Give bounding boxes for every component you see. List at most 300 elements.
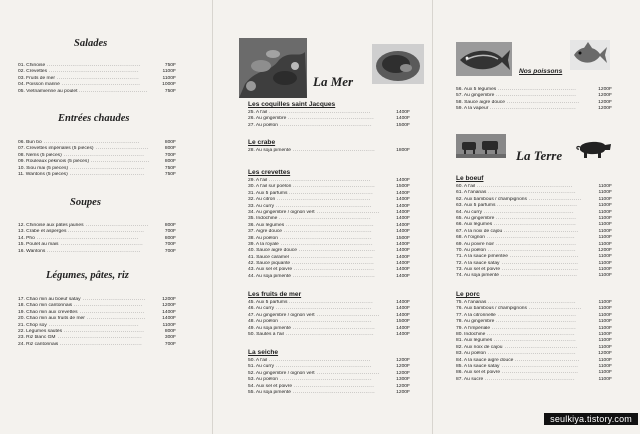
dot-leader: ............................................ <box>490 106 577 112</box>
menu-item-price: 1400F <box>396 306 410 312</box>
menu-item-price: 1400F <box>396 178 410 183</box>
dot-leader: .......................................... <box>293 184 376 190</box>
menu-item-price: 1100F <box>598 196 612 202</box>
legumes-list <box>18 297 176 348</box>
menu-item-name: 24. Riz cantonnais <box>18 341 59 347</box>
menu-item-name: 63. Aux 5 parfums <box>456 203 496 209</box>
menu-item-price: 800F <box>164 328 176 334</box>
menu-item-price: 1400F <box>396 273 410 279</box>
menu-item <box>248 148 410 154</box>
dot-leader: ............................................... <box>280 122 373 128</box>
menu-item-name: 59. A la vapeur <box>456 106 489 112</box>
menu-item-price: 1400F <box>396 331 410 337</box>
menu-item-price: 1400F <box>396 267 410 273</box>
menu-item-price: 1200F <box>396 389 410 395</box>
dot-leader: ............................................... <box>280 319 373 325</box>
menu-item-name: 50. A l'ail <box>248 358 268 363</box>
menu-item-name: 79. A l'impériale <box>456 325 491 331</box>
menu-item-name: 42. Sauce piquante <box>248 261 291 267</box>
menu-item-name: 67. A la noix de cajou <box>456 228 503 234</box>
menu-item-price: 1100F <box>598 254 612 260</box>
dot-leader: ............................................. <box>286 331 375 337</box>
menu-item <box>248 123 410 129</box>
menu-item-price: 1400F <box>396 229 410 235</box>
dot-leader: ............................................. <box>286 222 375 228</box>
menu-item-name: 62. Aux bambous / champignons <box>456 196 527 202</box>
dot-leader: ......................................... <box>64 152 145 158</box>
menu-item-name: 44. Au soja pimenté <box>248 273 291 279</box>
menu-item-name: 41. Sauce caramel <box>248 254 289 260</box>
fish-drawing <box>570 40 610 70</box>
menu-item-price: 1200F <box>598 99 612 105</box>
dot-leader: .......................................... <box>494 338 577 344</box>
dot-leader: ....................................... <box>501 273 578 279</box>
entrees-title: Entrées chaudes <box>58 113 130 124</box>
menu-item-name: 06. Bun bo <box>18 140 42 145</box>
menu-item-price: 1100F <box>598 203 612 209</box>
dot-leader: ............................................. <box>488 300 577 305</box>
menu-item-price: 1100F <box>598 325 612 331</box>
crabe-subtitle: Le crabe <box>248 139 276 146</box>
dot-leader: ............................................... <box>280 235 373 241</box>
menu-item-name: 01. Chinoise <box>18 63 46 68</box>
menu-item-name: 55. Au soja pimenté <box>248 389 291 395</box>
menu-item-name: 29. A l'ail <box>248 178 268 183</box>
dot-leader: ................................ <box>86 223 149 228</box>
menu-item-price: 1100F <box>598 209 612 215</box>
menu-item-price: 1100F <box>598 306 612 312</box>
menu-item-name: 23. Riz blanc GM <box>18 335 56 341</box>
dot-leader: ............................................... <box>280 377 373 383</box>
menu-item-price: 1400F <box>396 254 410 260</box>
entrees-list <box>18 140 176 178</box>
menu-item-price: 1500F <box>396 122 410 128</box>
menu-item-price: 300F <box>164 335 176 341</box>
menu-item-name: 50. Sautés à l'ail <box>248 331 284 337</box>
dot-leader: .......................................... <box>293 325 376 331</box>
menu-item-name: 20. Chao min aux fruits de mer <box>18 316 85 322</box>
menu-item-name: 73. Aux sel et poivre <box>456 267 501 273</box>
menu-column-starters <box>0 0 212 434</box>
menu-item-name: 36. Aux légumes <box>248 222 285 228</box>
menu-item-price: 1400F <box>396 197 410 203</box>
menu-item-price: 1400F <box>396 222 410 228</box>
menu-item-name: 25. A l'ail <box>248 110 268 115</box>
menu-item-name: 49. Au soja pimenté <box>248 325 291 331</box>
dot-leader: ......................................... <box>294 267 375 273</box>
dot-leader: ............................................. <box>487 331 576 337</box>
menu-item-name: 65. Au gingembre <box>456 215 495 221</box>
menu-item-price: 1400F <box>396 241 410 247</box>
menu-item-name: 21. Chop soy <box>18 322 47 328</box>
menu-item-price: 1100F <box>598 319 612 325</box>
menu-item-price: 1100F <box>598 300 612 305</box>
coquilles-subtitle: Les coquilles saint Jacques <box>248 101 336 108</box>
menu-item-name: 18. Chao min cantonnais <box>18 303 73 309</box>
menu-item-price: 1500F <box>396 184 410 190</box>
salades-list <box>18 63 176 95</box>
dot-leader: ............................................. <box>488 190 577 196</box>
boeuf-list <box>456 184 612 280</box>
dot-leader: ......................................... <box>496 93 577 99</box>
menu-item-name: 78. Au gingembre <box>456 319 495 325</box>
menu-item-price: 1100F <box>598 331 612 337</box>
menu-item-price: 800F <box>164 146 176 152</box>
dot-leader: ........................................ <box>62 82 141 88</box>
menu-item-price: 1100F <box>162 75 176 81</box>
menu-item-name: 34. Au gingembre / oignon vert <box>248 209 315 215</box>
nos-poissons-title: Nos poissons <box>519 68 563 75</box>
menu-item-name: 17. Chao min au boeuf satay <box>18 297 81 302</box>
dot-leader: .............................. <box>91 159 150 165</box>
dot-leader: ....................................... <box>502 363 579 369</box>
dot-leader: ........................... <box>96 146 149 152</box>
dot-leader: .................................................... <box>269 178 371 183</box>
crabe-list <box>248 148 410 154</box>
menu-item-price: 1100F <box>598 267 612 273</box>
poissons-list <box>456 87 612 113</box>
dot-leader: ..................................... <box>507 99 580 105</box>
menu-item-name: 13. Crabe et asperges <box>18 229 67 235</box>
menu-item-price: 1100F <box>598 190 612 196</box>
dot-leader: .............................................. <box>49 322 140 328</box>
menu-item-price: 1200F <box>162 303 176 309</box>
menu-item-name: 85. A la sauce satay <box>456 363 500 369</box>
menu-item-name: 07. Crevettes impériales (5 pièces) <box>18 146 94 152</box>
legumes-title: Légumes, pâtes, riz <box>46 270 129 281</box>
menu-item-name: 51. Au curry <box>248 364 275 370</box>
menu-item-price: 1400F <box>396 110 410 115</box>
menu-item-name: 77. A la citronnelle <box>456 312 496 318</box>
dot-leader: ................................... <box>510 254 579 260</box>
menu-item-name: 61. A l'ananas <box>456 190 487 196</box>
menu-item-price: 1100F <box>598 228 612 234</box>
dot-leader: .............................................. <box>484 209 575 215</box>
dot-leader: ......................................... <box>497 203 578 209</box>
menu-item-price: 1400F <box>396 190 410 196</box>
dot-leader: ....................................... <box>68 229 145 235</box>
menu-item-price: 1100F <box>598 215 612 221</box>
menu-item-price: 1200F <box>396 383 410 389</box>
dot-leader: ................................................ <box>47 63 142 68</box>
menu-item-price: 1400F <box>162 309 176 315</box>
dot-leader: ......................................... <box>294 383 375 389</box>
seafood-platter-photo <box>239 38 307 98</box>
menu-item-name: 48. Au poêlon <box>248 319 278 325</box>
menu-item-name: 19. Chao min aux crevettes <box>18 309 78 315</box>
dot-leader: ............................................. <box>488 247 577 253</box>
dot-leader: ................................. <box>80 309 145 315</box>
dot-leader: .......................................... <box>293 273 376 279</box>
dot-leader: .................................................... <box>269 110 371 115</box>
menu-item-price: 1200F <box>598 106 612 112</box>
menu-item-name: 22. Légumes sautés <box>18 328 63 334</box>
dot-leader: .......................................... <box>292 261 375 267</box>
menu-column-sea <box>212 0 432 434</box>
menu-item <box>248 332 410 338</box>
dot-leader: .......................................... <box>61 242 144 248</box>
dot-leader: ................................... <box>74 303 143 309</box>
menu-item-price: 1200F <box>162 297 176 302</box>
dot-leader: ........................................ <box>498 87 577 92</box>
dot-leader: .......................................... <box>293 148 376 153</box>
dot-leader: ............................................. <box>284 229 373 235</box>
menu-item-name: 32. Au citron <box>248 197 276 203</box>
menu-item-price: 1500F <box>396 319 410 325</box>
menu-item-name: 60. A l'ail <box>456 184 476 189</box>
fish-photo <box>456 42 512 76</box>
menu-item-name: 05. Vietnamienne au poulet <box>18 88 78 94</box>
menu-item-price: 1100F <box>598 344 612 350</box>
dot-leader: ........................................... <box>289 300 374 305</box>
menu-item-name: 84. A la sauce aigre douce <box>456 357 514 363</box>
coquilles-list <box>248 110 410 129</box>
menu-item-price: 1100F <box>598 260 612 266</box>
porc-list <box>456 300 612 383</box>
menu-item-name: 08. Nems (5 pièces) <box>18 152 62 158</box>
menu-item-name: 14. Pho <box>18 235 35 241</box>
menu-item-price: 1100F <box>598 338 612 344</box>
menu-item-name: 76. Aux bambous / champignons <box>456 306 527 312</box>
salades-title: Salades <box>74 38 108 49</box>
menu-item <box>18 89 176 95</box>
soupes-list <box>18 223 176 255</box>
menu-item-price: 800F <box>164 235 176 241</box>
menu-item-name: 09. Rouleaux pékinois (5 pièces) <box>18 159 89 165</box>
menu-item-name: 38. Au poêlon <box>248 235 278 241</box>
dot-leader: ....................................... <box>502 260 579 266</box>
menu-item <box>248 390 410 396</box>
boeuf-subtitle: Le boeuf <box>456 175 484 182</box>
menu-item-price: 800F <box>164 159 176 165</box>
dot-leader: ................................ <box>317 370 380 376</box>
menu-item-name: 46. Au curry <box>248 306 275 312</box>
menu-item-price: 700F <box>164 229 176 235</box>
dot-leader: ....................................... <box>502 370 579 376</box>
menu-item-price: 1400F <box>396 216 410 222</box>
menu-item-name: 37. Aigre douce <box>248 229 282 235</box>
menu-item <box>456 273 612 279</box>
menu-item-price: 1200F <box>396 370 410 376</box>
menu-item-price: 750F <box>164 171 176 177</box>
dot-leader: ............................................. <box>487 235 576 241</box>
menu-item-price: 1300F <box>396 377 410 383</box>
cattle-photo <box>456 134 506 158</box>
menu-item-name: 74. Au soja pimenté <box>456 273 499 279</box>
menu-item-name: 58. Sauce aigre douce <box>456 99 505 105</box>
menu-item-name: 66. Aux légumes <box>456 222 493 228</box>
dot-leader: ............................................. <box>488 351 577 357</box>
dot-leader: .................................................... <box>269 358 371 363</box>
dot-leader: ................................................. <box>44 140 140 145</box>
menu-item-price: 1100F <box>598 222 612 228</box>
dot-leader: ................................................ <box>47 248 142 254</box>
menu-item-price: 1200F <box>598 247 612 253</box>
dot-leader: .......................................... <box>293 389 376 395</box>
watermark-label: seulkiya.tistory.com <box>544 413 638 425</box>
soupes-title: Soupes <box>70 197 101 208</box>
menu-item-name: 39. A la royale <box>248 241 279 247</box>
dot-leader: ......................................... <box>496 241 577 247</box>
menu-item-price: 1400F <box>396 325 410 331</box>
menu-item-name: 69. Au poivre noir <box>456 241 495 247</box>
menu-item-name: 86. Aux sel et poivre <box>456 370 501 376</box>
dot-leader: ........................... <box>529 306 582 312</box>
menu-item-price: 1400F <box>396 209 410 215</box>
menu-item-price: 1100F <box>598 376 612 382</box>
dot-leader: .............................................. <box>49 69 140 75</box>
dot-leader: .................................................... <box>37 235 139 241</box>
fruits-de-mer-subtitle: Les fruits de mer <box>248 291 302 298</box>
menu-item-name: 71. A la sauce pimentée <box>456 254 508 260</box>
menu-item-price: 1400F <box>162 316 176 322</box>
menu-item-price: 1400F <box>396 203 410 209</box>
menu-item-price: 700F <box>164 248 176 254</box>
crevettes-subtitle: Les crevettes <box>248 169 291 176</box>
menu-item-price: 1200F <box>396 358 410 363</box>
menu-item-price: 700F <box>164 341 176 347</box>
menu-item-price: 1100F <box>598 273 612 279</box>
menu-item-name: 80. Indochine <box>456 331 486 337</box>
menu-item-price: 1400F <box>396 248 410 254</box>
dot-leader: ................................ <box>83 297 146 302</box>
la-terre-title: La Terre <box>516 148 563 163</box>
menu-item-name: 52. Au gingembre / oignon vert <box>248 370 315 376</box>
menu-column-land <box>432 0 640 434</box>
menu-item-price: 1100F <box>598 357 612 363</box>
dot-leader: ........................................ <box>498 312 577 318</box>
menu-item-name: 10. Siou mai (5 pièces) <box>18 165 69 171</box>
menu-item-price: 800F <box>164 140 176 145</box>
menu-item-price: 1100F <box>162 69 176 75</box>
menu-item-price: 1200F <box>396 364 410 370</box>
menu-item <box>18 172 176 178</box>
menu-item-price: 1400F <box>396 261 410 267</box>
menu-item-name: 72. A la sauce satay <box>456 260 500 266</box>
dot-leader: .......................................... <box>60 341 143 347</box>
menu-item-name: 33. Au curry <box>248 203 275 209</box>
dot-leader: ................................................ <box>277 197 372 203</box>
dot-leader: ................................................. <box>276 306 372 312</box>
menu-item-price: 1100F <box>598 235 612 241</box>
menu-item-name: 31. Aux 5 parfums <box>248 190 288 196</box>
menu-item-name: 70. Au poêlon <box>456 247 486 253</box>
menu-item-name: 53. Au poêlon <box>248 377 278 383</box>
menu-item-name: 64. Au curry <box>456 209 483 215</box>
menu-item <box>18 249 176 255</box>
menu-item-price: 700F <box>164 152 176 158</box>
menu-item-name: 04. Poisson mariné <box>18 82 60 88</box>
menu-item-name: 26. Au gingembre <box>248 116 287 122</box>
menu-item-name: 75. A l'ananas <box>456 300 487 305</box>
menu-item-name: 82. Aux noix de cajou <box>456 344 503 350</box>
dot-leader: ........................................... <box>492 325 577 331</box>
menu-item-name: 16. Wantons <box>18 248 46 254</box>
menu-item <box>456 106 612 112</box>
dot-leader: ..................................... <box>505 344 578 350</box>
menu-item-price: 1100F <box>598 312 612 318</box>
menu-item-price: 1200F <box>598 87 612 92</box>
menu-item-name: 54. Aux sel et poivre <box>248 383 293 389</box>
dot-leader: .............................................. <box>485 376 576 382</box>
menu-item-name: 68. A l'oignon <box>456 235 485 241</box>
menu-item-name: 83. Au poêlon <box>456 351 486 357</box>
menu-item-price: 1500F <box>396 235 410 241</box>
seiche-subtitle: La seiche <box>248 349 279 356</box>
dot-leader: .......................................... <box>57 75 140 81</box>
menu-item-name: 12. Chinoise aux pâtes jaunes <box>18 223 84 228</box>
dot-leader: ................................ <box>317 209 380 215</box>
menu-item-price: 800F <box>164 223 176 228</box>
menu-item-name: 11. Wantons (5 pièces) <box>18 171 68 177</box>
menu-item-price: 1200F <box>598 351 612 357</box>
menu-item-name: 27. Au poêlon <box>248 122 278 128</box>
menu-item-name: 40. Sauce aigre douce <box>248 248 297 254</box>
menu-item-price: 1400F <box>396 312 410 318</box>
crevettes-list <box>248 178 410 280</box>
dot-leader: ................................................. <box>477 184 573 189</box>
dot-leader: ...................................... <box>70 165 145 171</box>
menu-item-name: 57. Au gingembre <box>456 93 495 99</box>
dot-leader: ............................................... <box>279 216 372 222</box>
menu-item-price: 1100F <box>598 184 612 189</box>
menu-item-price: 1400F <box>396 116 410 122</box>
porc-subtitle: Le porc <box>456 291 480 298</box>
menu-item-price: 1800F <box>396 148 410 153</box>
menu-item <box>248 274 410 280</box>
dot-leader: ................................ <box>317 312 380 318</box>
menu-item-name: 03. Fruits de mer <box>18 75 55 81</box>
dot-leader: ............................................... <box>281 241 374 247</box>
menu-item-name: 15. Poulet au mais <box>18 242 59 248</box>
menu-item <box>456 377 612 383</box>
menu-item-name: 45. Aux 5 parfums <box>248 300 288 305</box>
menu-item-name: 02. Crevettes <box>18 69 48 75</box>
fruits-de-mer-list <box>248 300 410 338</box>
menu-item-price: 1100F <box>598 370 612 376</box>
dot-leader: ......................................... <box>496 215 577 221</box>
menu-item-name: 28. Au soja pimenté <box>248 148 291 153</box>
menu-item-name: 43. Aux sel et poivre <box>248 267 293 273</box>
menu-item-price: 700F <box>164 242 176 248</box>
la-mer-title: La Mer <box>313 74 354 89</box>
dot-leader: ....................................... <box>299 248 376 254</box>
dot-leader: ................................. <box>515 357 580 363</box>
menu-item-name: 47. Au gingembre / oignon vert <box>248 312 315 318</box>
dot-leader: ......................................... <box>496 319 577 325</box>
dot-leader: ................................... <box>79 88 148 94</box>
menu-item-price: 750F <box>164 165 176 171</box>
menu-item-price: 1200F <box>598 93 612 99</box>
dot-leader: ........................................... <box>58 335 143 341</box>
seiche-list <box>248 358 410 396</box>
dot-leader: ................................................. <box>276 364 372 370</box>
dot-leader: ...................................... <box>70 171 145 177</box>
dot-leader: ............................................ <box>288 116 375 122</box>
menu-item-name: 35. Indochine <box>248 216 278 222</box>
menu-item-name: 81. Aux légumes <box>456 338 493 344</box>
menu-item-price: 1000F <box>162 82 176 88</box>
dot-leader: ................................................. <box>276 203 372 209</box>
menu-item-name: 30. A l'ail sur poêlon <box>248 184 292 190</box>
menu-item <box>18 342 176 348</box>
dot-leader: .............................. <box>87 316 146 322</box>
menu-item-name: 56. Aux 5 légumes <box>456 87 497 92</box>
dot-leader: ...................................... <box>504 228 579 234</box>
menu-item-price: 750F <box>164 63 176 68</box>
menu-item-price: 1400F <box>396 300 410 305</box>
shellfish-plate-photo <box>372 44 424 84</box>
